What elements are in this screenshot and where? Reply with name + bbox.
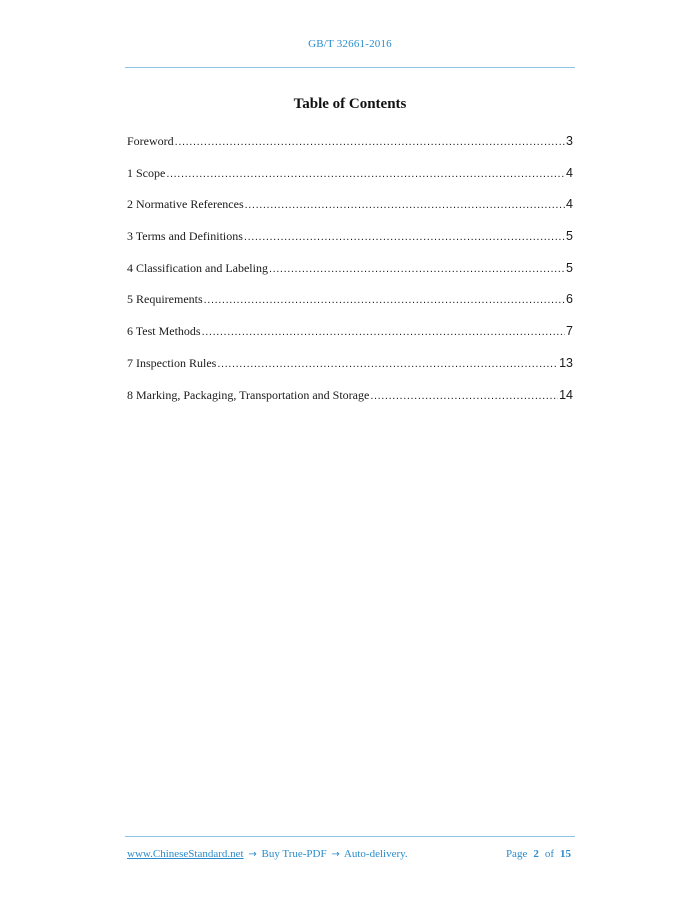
toc-entry-classification-labeling[interactable]: [127, 260, 573, 276]
of-word: of: [544, 848, 554, 860]
toc-entry-test-methods[interactable]: [127, 323, 573, 339]
total-page-number: 15: [560, 848, 571, 860]
toc-entry-label: 1 Scope: [127, 165, 166, 180]
toc-entry-inspection-rules[interactable]: [127, 355, 573, 371]
auto-delivery-text: Auto-delivery.: [343, 848, 408, 860]
toc-entry-label: 7 Inspection Rules: [127, 355, 217, 370]
arrow-right-icon: →: [331, 849, 340, 860]
arrow-right-icon: →: [248, 849, 257, 860]
toc-entry-terms-definitions[interactable]: [127, 228, 573, 244]
toc-dot-leader: [269, 261, 565, 277]
toc-dot-leader: [166, 166, 565, 182]
toc-entry-label: 5 Requirements: [127, 292, 203, 307]
toc-entry-page: 5: [566, 260, 573, 275]
page-header: GB/T 32661-2016: [308, 38, 392, 50]
toc-dot-leader: [202, 324, 565, 340]
page-counter: [506, 848, 571, 860]
toc-dot-leader: [217, 356, 558, 372]
toc-title: Table of Contents: [293, 96, 407, 112]
toc-dot-leader: [245, 197, 565, 213]
toc-entry-normative-references[interactable]: [127, 196, 573, 212]
toc-entry-label: 3 Terms and Definitions: [127, 229, 243, 244]
header-divider: [125, 67, 575, 68]
toc-dot-leader: [244, 229, 565, 245]
toc-entry-foreword[interactable]: [127, 133, 573, 149]
toc-entry-page: 4: [566, 197, 573, 212]
toc-entry-scope[interactable]: [127, 165, 573, 181]
buy-pdf-text: Buy True-PDF: [261, 848, 327, 860]
toc-dot-leader: [175, 134, 565, 150]
current-page-number: 2: [533, 848, 539, 860]
toc-entry-marking-packaging[interactable]: [127, 387, 573, 403]
toc-entry-label: 4 Classification and Labeling: [127, 260, 268, 275]
toc-entry-page: 3: [566, 134, 573, 148]
footer-promo: [127, 848, 408, 860]
toc-entry-label: Foreword: [127, 134, 174, 148]
toc-dot-leader: [370, 388, 558, 404]
website-link[interactable]: www.ChineseStandard.net: [127, 848, 244, 860]
footer-divider: [125, 836, 575, 837]
toc-entry-label: 8 Marking, Packaging, Transportation and Storage: [127, 387, 370, 402]
toc-entry-label: 2 Normative References: [127, 197, 244, 212]
toc-entry-label: 6 Test Methods: [127, 324, 201, 339]
toc-entry-requirements[interactable]: [127, 291, 573, 307]
page-footer: [127, 848, 571, 860]
toc-entry-page: 7: [566, 324, 573, 339]
toc-entry-page: 13: [559, 355, 573, 370]
toc-list: [127, 133, 573, 418]
page-word: Page: [505, 848, 528, 860]
toc-entry-page: 6: [566, 292, 573, 307]
toc-entry-page: 14: [559, 387, 573, 402]
toc-entry-page: 5: [566, 229, 573, 244]
toc-entry-page: 4: [566, 165, 573, 180]
toc-dot-leader: [204, 292, 565, 308]
